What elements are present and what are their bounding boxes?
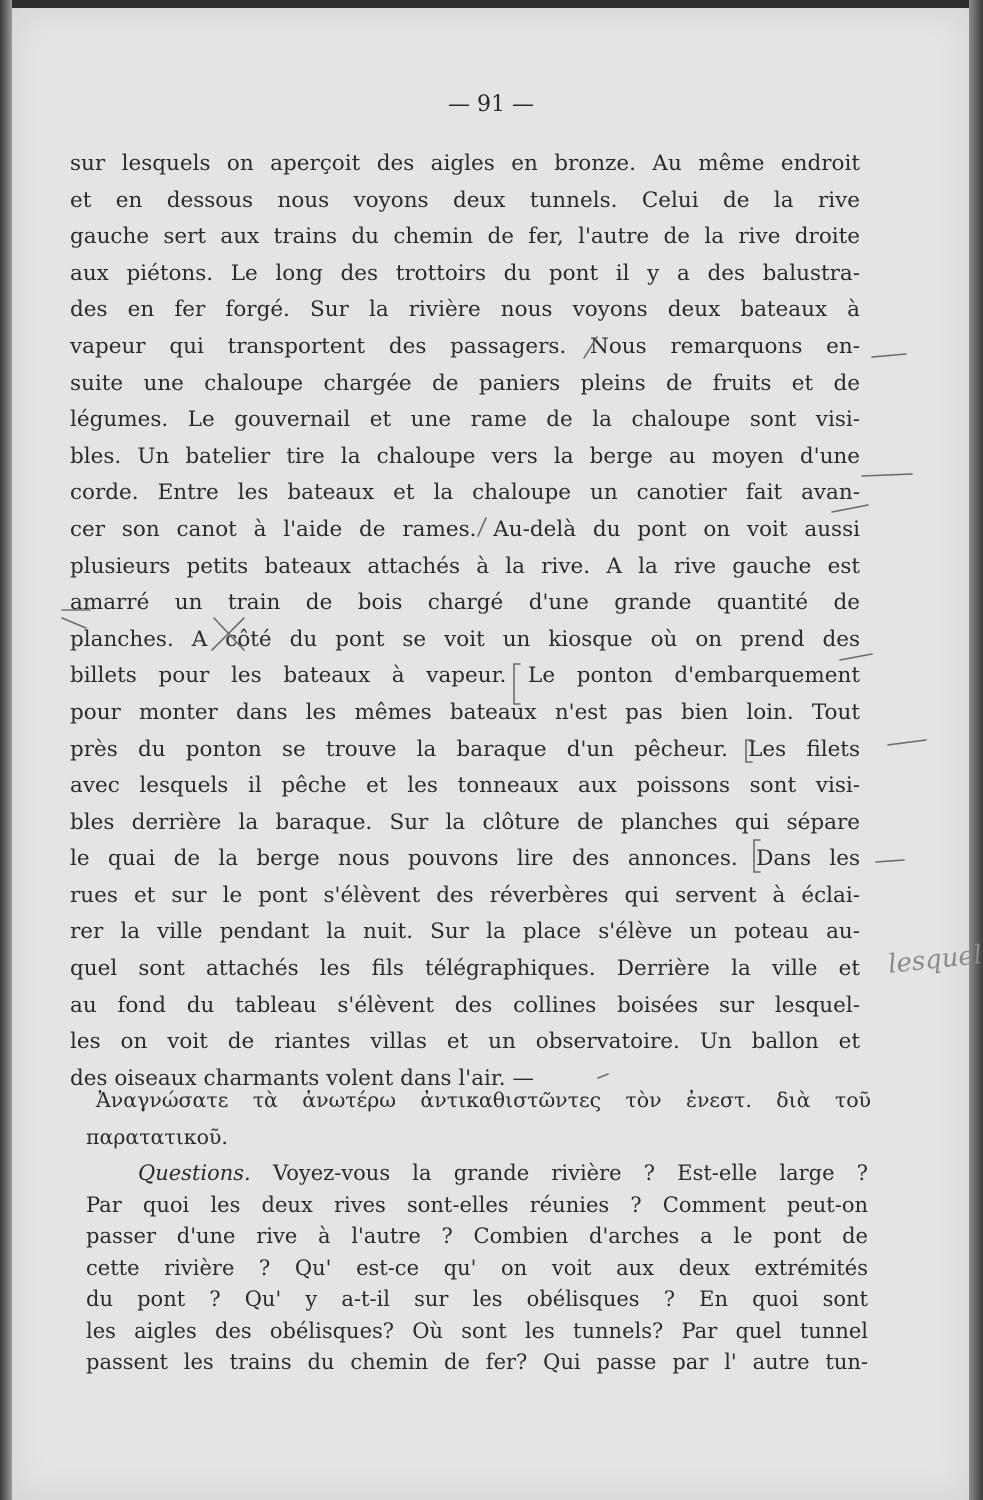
text-line: cer son canot à l'aide de rames. Au-delà du pont on voit aussi [70,516,860,542]
text-line: rer la ville pendant la nuit. Sur la place s'élève un poteau au- [70,919,860,945]
question-line: les aigles des obélisques? Où sont les tunnels? Par quel tunnel [86,1318,868,1343]
text-line: amarré un train de bois chargé d'une grande quantité de [70,590,860,616]
handwritten-margin-note: lesquel [886,940,983,980]
question-line: passer d'une rive à l'autre ? Combien d'arches a le pont de [86,1224,868,1248]
greek-line: Ἀναγνώσατε τὰ ἀνωτέρω ἀντικαθιστῶντες τὸν ἐνεστ. διὰ τοῦ [96,1088,871,1112]
text-line: le quai de la berge nous pouvons lire des annonces. Dans les [70,846,860,872]
question-line: cette rivière ? Qu' est-ce qu' on voit aux deux extrémités [86,1255,868,1280]
text-line: planches. A côté du pont se voit un kiosque où on prend des [70,626,860,652]
greek-line: παρατατικοῦ. [86,1124,228,1149]
text-line: légumes. Le gouvernail et une rame de la chaloupe sont visi- [70,407,860,433]
binding-shadow [0,0,12,1500]
text-line: quel sont attachés les fils télégraphiques. Derrière la ville et [70,956,860,982]
text-line: gauche sert aux trains du chemin de fer, l'autre de la rive droite [70,224,860,250]
question-line: Voyez-vous la grande rivière ? Est-elle large ? [272,1161,868,1185]
text-line: les on voit de riantes villas et un observatoire. Un ballon et [70,1029,860,1055]
text-line: billets pour les bateaux à vapeur. Le ponton d'embarquement [70,663,860,689]
question-line: passent les trains du chemin de fer? Qui passe par l' autre tun- [86,1350,868,1374]
text-line: rues et sur le pont s'élèvent des réverbères qui servent à éclai- [70,882,860,908]
text-line: plusieurs petits bateaux attachés à la rive. A la rive gauche est [70,553,860,579]
text-line: près du ponton se trouve la baraque d'un pêcheur. Les filets [70,736,860,762]
text-line: bles derrière la baraque. Sur la clôture de planches qui sépare [70,809,860,835]
text-line: corde. Entre les bateaux et la chaloupe un canotier fait avan- [70,480,860,506]
text-line: vapeur qui transportent des passagers. Nous remarquons en- [70,333,860,359]
questions-label: Questions. [138,1161,251,1185]
greek-instruction [86,1082,871,1155]
text-line: au fond du tableau s'élèvent des collines boisées sur lesquel- [70,992,860,1018]
text-line: des en fer forgé. Sur la rivière nous voyons deux bateaux à [70,297,860,323]
text-line: avec lesquels il pêche et les tonneaux aux poissons sont visi- [70,773,860,799]
body-paragraph [70,146,860,1097]
page-number: — 91 — [448,92,534,117]
text-line: bles. Un batelier tire la chaloupe vers la berge au moyen d'une [70,443,860,469]
text-line: et en dessous nous voyons deux tunnels. Celui de la rive [70,187,860,213]
text-line: suite une chaloupe chargée de paniers pleins de fruits et de [70,370,860,396]
question-line: du pont ? Qu' y a-t-il sur les obélisques ? En quoi sont [86,1287,868,1311]
page-edge-shadow [969,0,983,1500]
text-line: des oiseaux charmants volent dans l'air. — [70,1065,534,1091]
question-line: Par quoi les deux rives sont-elles réunies ? Comment peut-on [86,1192,868,1217]
text-line: sur lesquels on aperçoit des aigles en bronze. Au même endroit [70,151,860,176]
text-line: pour monter dans les mêmes bateaux n'est pas bien loin. Tout [70,699,860,725]
questions-paragraph [86,1158,868,1379]
text-line: aux piétons. Le long des trottoirs du pont il y a des balustra- [70,260,860,286]
